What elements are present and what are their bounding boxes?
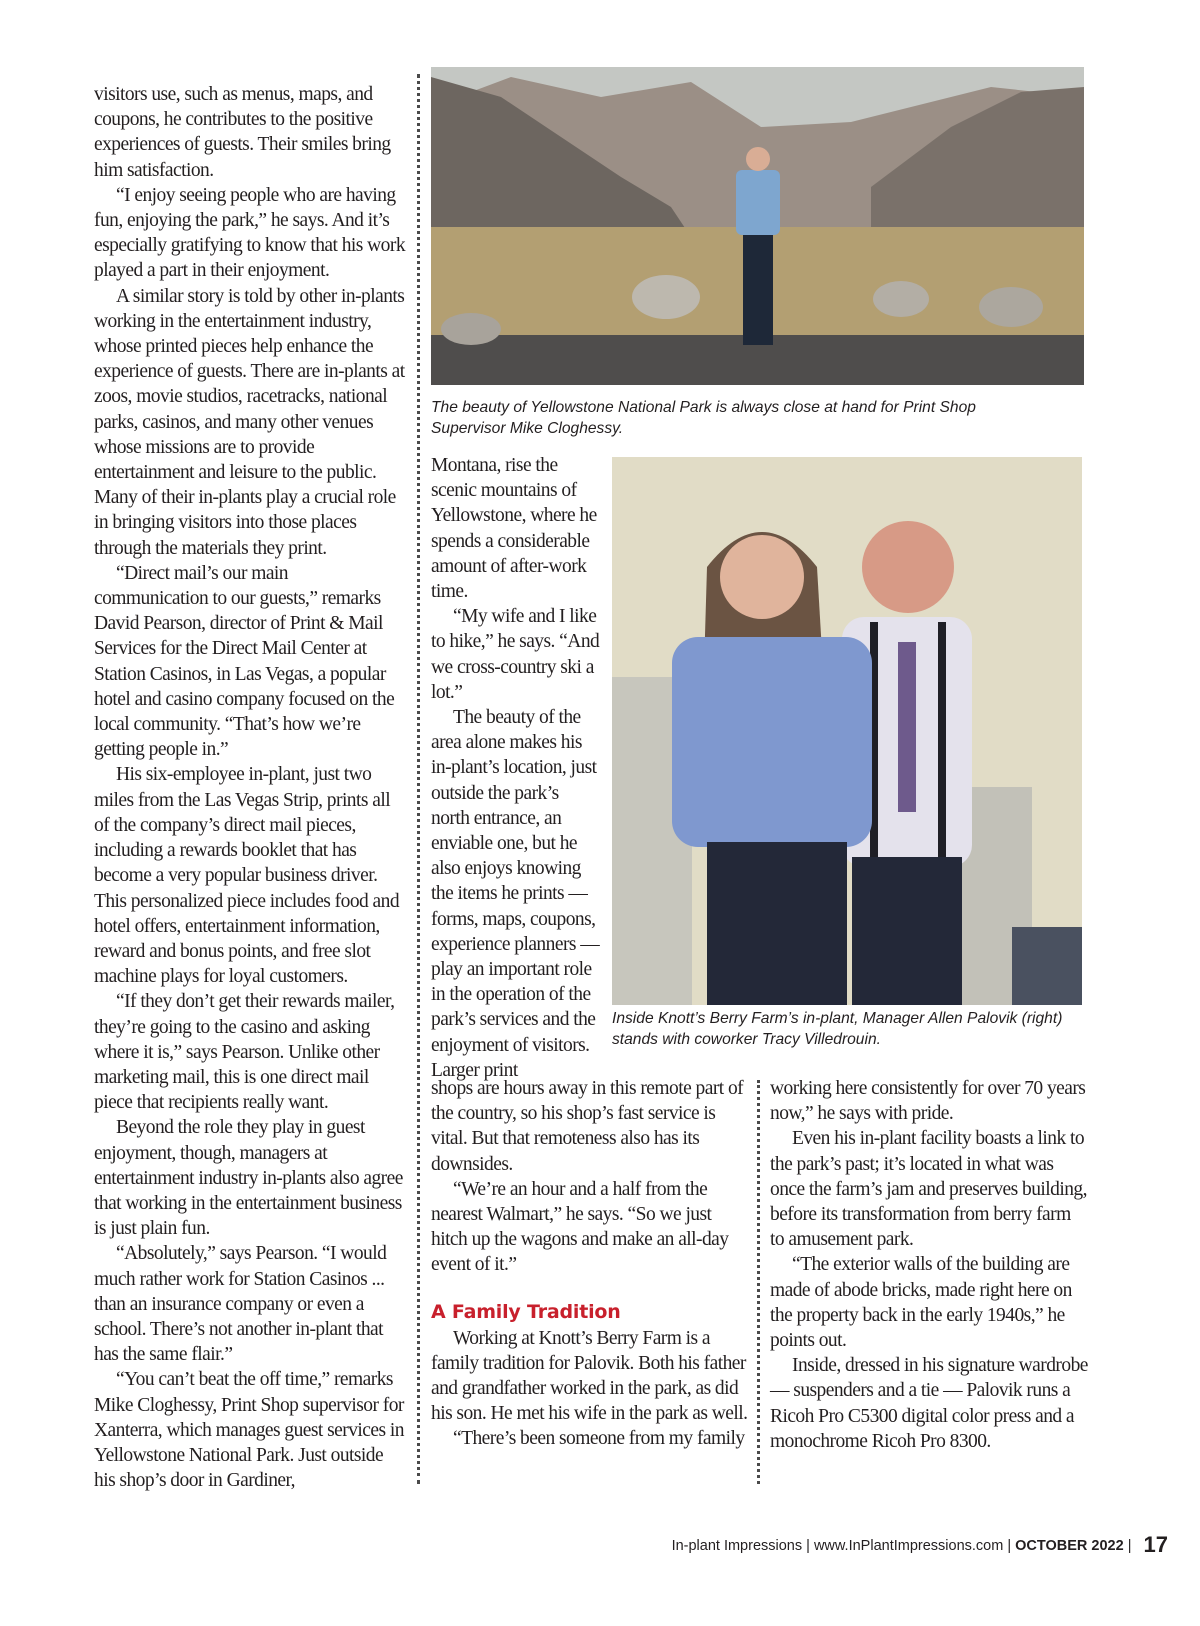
col3-paragraph: “The exterior walls of the building are made of abode bricks, made right here on the property back in the early 1940s,” he points out. <box>770 1254 1072 1352</box>
col1-paragraph: visitors use, such as menus, maps, and coupons, he contributes to the positive experiences of guests. Their smiles bring him satisfaction. <box>94 84 391 181</box>
col2-paragraph: “We’re an hour and a half from the nearest Walmart,” he says. “So we just hitch up the wagons and make an all-day event of it.” <box>431 1178 729 1276</box>
woman-pants <box>707 842 847 1005</box>
carpet <box>1012 927 1082 1005</box>
col1-paragraph: “I enjoy seeing people who are having fun, enjoying the park,” he says. And it’s especially gratifying to know that his work played a part in their enjoyment. <box>94 184 406 282</box>
column-divider-1 <box>417 74 420 1484</box>
page-footer <box>608 1532 1168 1562</box>
person-head <box>746 147 770 171</box>
column-2 <box>431 1076 749 1452</box>
rock <box>632 275 700 319</box>
column-divider-2 <box>757 1080 760 1484</box>
column-1 <box>94 82 406 1493</box>
woman-head <box>720 535 804 619</box>
col3-paragraph: Even his in-plant facility boasts a link to the park’s past; it’s located in what was once the farm’s jam and preserves building, before its transformation from berry farm to amusement park. <box>770 1128 1087 1251</box>
col2-paragraph: “My wife and I like to hike,” he says. “And we cross-country ski a lot.” <box>431 606 600 703</box>
col1-paragraph: “You can’t beat the off time,” remarks Mike Cloghessy, Print Shop supervisor for Xanterra, which manages guest services in Yellowstone National Park. Just outside his shop’s door in Gardiner, <box>94 1369 404 1492</box>
page-number: 17 <box>1143 1532 1168 1557</box>
yellowstone-photo-illustration <box>431 67 1084 385</box>
woman-shirt <box>672 637 872 847</box>
yellowstone-caption: The beauty of Yellowstone National Park is always close at hand for Print Shop Supervisor Mike Cloghessy. <box>431 399 976 437</box>
person-shirt <box>736 170 780 235</box>
col2-paragraph: “There’s been someone from my family <box>453 1428 745 1450</box>
knotts-caption: Inside Knott’s Berry Farm’s in-plant, Manager Allen Palovik (right) stands with coworker Tracy Villedrouin. <box>612 1010 1063 1048</box>
col1-paragraph: A similar story is told by other in-plants working in the entertainment industry, whose printed pieces help enhance the experience of guests. There are in-plants at zoos, movie studios, racetracks, national parks, casinos, and many other venues whose missions are to provide entertainment and leisure to the public. Many of their in-plants play a crucial role in bringing visitors into those places through the materials they print. <box>94 285 405 559</box>
col2-paragraph: shops are hours away in this remote part of the country, so his shop’s fast service is vital. But that remoteness also has its downsides. <box>431 1078 744 1175</box>
col3-paragraph: working here consistently for over 70 years now,” he says with pride. <box>770 1078 1086 1125</box>
rock <box>979 287 1043 327</box>
publication-info: In-plant Impressions | www.InPlantImpressions.com | <box>671 1538 1012 1554</box>
knotts-photo <box>612 457 1082 1005</box>
col1-paragraph: Beyond the role they play in guest enjoyment, though, managers at entertainment industry in-plants also agree that working in the entertainment business is just plain fun. <box>94 1117 403 1240</box>
col3-paragraph: Inside, dressed in his signature wardrobe — suspenders and a tie — Palovik runs a Ricoh Pro C5300 digital color press and a monochrome Ricoh Pro 8300. <box>770 1355 1088 1452</box>
person-pants <box>743 227 773 345</box>
man-head <box>862 521 954 613</box>
man-suspender-right <box>938 622 946 862</box>
man-tie <box>898 642 916 812</box>
knotts-photo-illustration <box>612 457 1082 1005</box>
col1-paragraph: “Direct mail’s our main communication to our guests,” remarks David Pearson, director of Print & Mail Services for the Direct Mail Center at Station Casinos, in Las Vegas, a popular hotel and casino company focused on the local community. “That’s how we’re getting people in.” <box>94 562 395 761</box>
column-2-narrow <box>431 453 601 1083</box>
man-pants <box>852 857 962 1005</box>
column-3 <box>770 1076 1088 1454</box>
col1-paragraph: His six-employee in-plant, just two miles from the Las Vegas Strip, prints all of the company’s direct mail pieces, including a rewards booklet that has become a very popular business driver. This personalized piece includes food and hotel offers, entertainment information, reward and bonus points, and free slot machine plays for loyal customers. <box>94 764 400 988</box>
rock <box>873 281 929 317</box>
yellowstone-photo <box>431 67 1084 385</box>
col1-paragraph: “If they don’t get their rewards mailer, they’re going to the casino and asking where it is,” says Pearson. Unlike other marketing mail, this is one direct mail piece that recipients really want. <box>94 991 395 1114</box>
col1-paragraph: “Absolutely,” says Pearson. “I would much rather work for Station Casinos ... than an insurance company or even a school. There’s not another in-plant that has the same flair.” <box>94 1243 387 1366</box>
section-subhead: A Family Tradition <box>431 1300 621 1323</box>
issue-date: OCTOBER 2022 <box>1015 1538 1124 1554</box>
col2-paragraph: The beauty of the area alone makes his in-plant’s location, just outside the park’s north entrance, an enviable one, but he also enjoys knowing the items he prints — forms, maps, coupons, experience planners — play an important role in the operation of the park’s services and the enjoyment of visitors. Larger print <box>431 707 600 1081</box>
footer-separator: | <box>1127 1538 1132 1554</box>
col2-paragraph: Montana, rise the scenic mountains of Yellowstone, where he spends a considerable amount of after-work time. <box>431 455 597 603</box>
rock <box>441 313 501 345</box>
col2-paragraph: Working at Knott’s Berry Farm is a family tradition for Palovik. Both his father and grandfather worked in the park, as did his son. He met his wife in the park as well. <box>431 1327 748 1425</box>
